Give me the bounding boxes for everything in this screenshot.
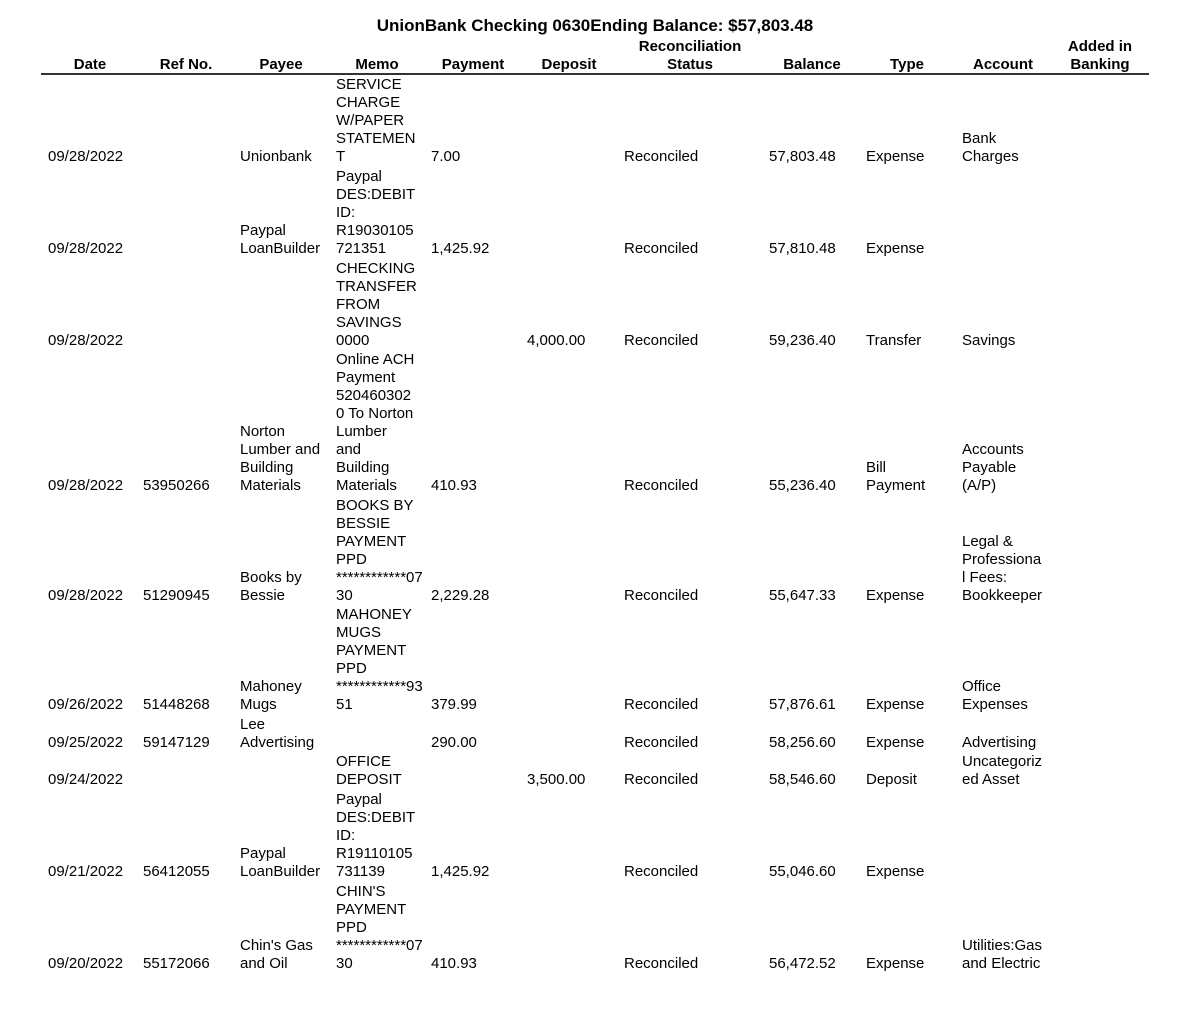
ref-no-cell: 59147129 [143, 734, 210, 751]
date-cell: 09/25/2022 [48, 734, 124, 751]
memo-cell-line: 51 [336, 696, 353, 713]
account-cell-line: Accounts [962, 441, 1024, 458]
column-header-type: Type [890, 56, 924, 73]
memo-cell-line: BESSIE [336, 515, 391, 532]
type-cell-line: Bill [866, 459, 887, 476]
type-cell-line: Payment [866, 477, 926, 494]
memo-cell-line: 731139 [336, 863, 385, 880]
balance-cell: 58,546.60 [769, 771, 836, 788]
payee-cell-line: LoanBuilder [240, 240, 321, 257]
account-cell-line: Advertising [962, 734, 1037, 751]
memo-cell-line: TRANSFER [336, 278, 417, 295]
memo-cell-line: PAYMENT [336, 533, 407, 550]
memo-cell-line: SAVINGS [336, 314, 402, 331]
column-header-reconciliation-line2: Status [667, 56, 713, 73]
payee-cell-line: Materials [240, 477, 301, 494]
account-cell-line: Savings [962, 332, 1016, 349]
account-cell-line: Charges [962, 148, 1019, 165]
balance-cell: 55,236.40 [769, 477, 836, 494]
report-title: UnionBank Checking 0630Ending Balance: $57,803.48 [376, 16, 814, 35]
memo-cell-line: 721351 [336, 240, 387, 257]
memo-cell-line: PPD [336, 660, 367, 677]
memo-cell-line: ID: [336, 827, 356, 844]
balance-cell: 59,236.40 [769, 332, 836, 349]
ref-no-cell: 55172066 [143, 955, 210, 972]
memo-cell-line: ************07 [336, 937, 423, 954]
status-cell: Reconciled [624, 771, 699, 788]
account-cell-line: ed Asset [962, 771, 1020, 788]
memo-cell-line: Paypal [336, 791, 382, 808]
date-cell: 09/28/2022 [48, 587, 124, 604]
status-cell: Reconciled [624, 477, 699, 494]
balance-cell: 57,876.61 [769, 696, 836, 713]
payment-cell: 7.00 [431, 148, 461, 165]
status-cell: Reconciled [624, 240, 699, 257]
memo-cell-line: ID: [336, 204, 356, 221]
balance-cell: 55,647.33 [769, 587, 836, 604]
date-cell: 09/24/2022 [48, 771, 124, 788]
payee-cell-line: Building [240, 459, 294, 476]
memo-cell-line: 30 [336, 587, 353, 604]
payment-cell: 410.93 [431, 477, 477, 494]
payment-cell: 1,425.92 [431, 863, 490, 880]
memo-cell-line: DES:DEBIT [336, 809, 416, 826]
memo-cell-line: Lumber [336, 423, 387, 440]
date-cell: 09/28/2022 [48, 477, 124, 494]
type-cell-line: Deposit [866, 771, 917, 788]
column-header-payee: Payee [259, 56, 303, 73]
memo-cell-line: ************93 [336, 678, 423, 695]
type-cell-line: Transfer [866, 332, 922, 349]
memo-cell [336, 883, 423, 973]
account-cell-line: Expenses [962, 696, 1028, 713]
memo-cell-line: STATEMEN [336, 130, 416, 147]
memo-cell-line: FROM [336, 296, 381, 313]
payee-cell-line: Chin's Gas [240, 937, 313, 954]
account-cell-line: Uncategoriz [962, 753, 1043, 770]
payee-cell-line: Books by [240, 569, 302, 586]
memo-cell-line: CHIN'S [336, 883, 386, 900]
type-cell-line: Expense [866, 148, 925, 165]
payee-cell-line: LoanBuilder [240, 863, 321, 880]
memo-cell-line: T [336, 148, 346, 165]
payee-cell-line: Lee [240, 716, 266, 733]
type-cell-line: Expense [866, 696, 925, 713]
account-cell-line: (A/P) [962, 477, 997, 494]
memo-cell-line: DEPOSIT [336, 771, 402, 788]
payment-cell: 379.99 [431, 696, 477, 713]
memo-cell-line: MAHONEY [336, 606, 412, 623]
memo-cell-line: Online ACH [336, 351, 415, 368]
memo-cell-line: R19110105 [336, 845, 413, 862]
ref-no-cell: 53950266 [143, 477, 210, 494]
status-cell: Reconciled [624, 332, 699, 349]
balance-cell: 57,810.48 [769, 240, 836, 257]
account-cell-line: Legal & [962, 533, 1013, 550]
payee-cell-line: Mugs [240, 696, 277, 713]
status-cell: Reconciled [624, 148, 699, 165]
balance-cell: 56,472.52 [769, 955, 836, 972]
column-header-balance: Balance [783, 56, 841, 73]
payment-cell: 1,425.92 [431, 240, 490, 257]
ref-no-cell: 56412055 [143, 863, 210, 880]
status-cell: Reconciled [624, 587, 699, 604]
account-cell-line: Utilities:Gas [962, 937, 1043, 954]
memo-cell-line: R19030105 [336, 222, 414, 239]
type-cell-line: Expense [866, 734, 925, 751]
date-cell: 09/28/2022 [48, 148, 124, 165]
account-cell-line: Professiona [962, 551, 1042, 568]
memo-cell-line: ************07 [336, 569, 423, 586]
account-cell-line: Office [962, 678, 1001, 695]
payee-cell [240, 937, 313, 973]
status-cell: Reconciled [624, 734, 699, 751]
payee-cell-line: Paypal [240, 845, 286, 862]
payee-cell-line: Advertising [240, 734, 315, 751]
ref-no-cell: 51448268 [143, 696, 210, 713]
memo-cell-line: SERVICE [336, 76, 402, 93]
deposit-cell: 4,000.00 [527, 332, 586, 349]
type-cell-line: Expense [866, 863, 925, 880]
payment-cell: 410.93 [431, 955, 477, 972]
memo-cell-line: DES:DEBIT [336, 186, 416, 203]
date-cell: 09/21/2022 [48, 863, 124, 880]
memo-cell-line: 0 To Norton [336, 405, 414, 422]
type-cell-line: Expense [866, 587, 925, 604]
status-cell: Reconciled [624, 955, 699, 972]
payee-cell-line: Paypal [240, 222, 286, 239]
column-header-added-line2: Banking [1070, 56, 1130, 73]
memo-cell-line: Building [336, 459, 390, 476]
payee-cell-line: Mahoney [240, 678, 302, 695]
column-header-reconciliation-line1: Reconciliation [638, 38, 742, 55]
memo-cell-line: Payment [336, 369, 396, 386]
type-cell-line: Expense [866, 240, 925, 257]
balance-cell: 55,046.60 [769, 863, 836, 880]
memo-cell-line: MUGS [336, 624, 381, 641]
memo-cell-line: 30 [336, 955, 353, 972]
memo-cell-line: 0000 [336, 332, 370, 349]
memo-cell-line: CHECKING [336, 260, 416, 277]
memo-cell-line: CHARGE [336, 94, 401, 111]
memo-cell-line: OFFICE [336, 753, 391, 770]
balance-cell: 58,256.60 [769, 734, 836, 751]
memo-cell-line: PAYMENT [336, 901, 407, 918]
account-cell-line: Bank [962, 130, 997, 147]
account-cell [962, 937, 1042, 973]
payee-cell-line: Unionbank [240, 148, 312, 165]
memo-cell-line: PAYMENT [336, 642, 407, 659]
memo-cell-line: PPD [336, 551, 367, 568]
memo-cell-line: Paypal [336, 168, 382, 185]
memo-cell-line: and [336, 441, 362, 458]
deposit-cell: 3,500.00 [527, 771, 586, 788]
memo-cell-line: W/PAPER [336, 112, 405, 129]
status-cell: Reconciled [624, 863, 699, 880]
column-header-date: Date [73, 56, 107, 73]
column-header-deposit: Deposit [541, 56, 597, 73]
ref-no-cell: 51290945 [143, 587, 210, 604]
account-cell-line: Bookkeeper [962, 587, 1043, 604]
payment-cell: 290.00 [431, 734, 477, 751]
date-cell: 09/20/2022 [48, 955, 124, 972]
payee-cell-line: Bessie [240, 587, 286, 604]
payee-cell-line: Norton [240, 423, 286, 440]
memo-cell-line: BOOKS BY [336, 497, 414, 514]
payee-cell-line: and Oil [240, 955, 288, 972]
payment-cell: 2,229.28 [431, 587, 490, 604]
date-cell: 09/28/2022 [48, 332, 124, 349]
account-cell-line: l Fees: [962, 569, 1008, 586]
balance-cell: 57,803.48 [769, 148, 836, 165]
payee-cell-line: Lumber and [240, 441, 321, 458]
date-cell: 09/28/2022 [48, 240, 124, 257]
memo-cell-line: 520460302 [336, 387, 412, 404]
column-header-payment: Payment [441, 56, 505, 73]
memo-cell-line: PPD [336, 919, 367, 936]
column-header-memo: Memo [355, 56, 399, 73]
column-header-ref-no: Ref No. [159, 56, 213, 73]
account-cell-line: Payable [962, 459, 1017, 476]
type-cell-line: Expense [866, 955, 925, 972]
date-cell: 09/26/2022 [48, 696, 124, 713]
memo-cell-line: Materials [336, 477, 397, 494]
column-header-account: Account [973, 56, 1033, 73]
account-cell-line: and Electric [962, 955, 1041, 972]
column-header-added-line1: Added in [1067, 38, 1133, 55]
type-cell [866, 955, 924, 973]
status-cell: Reconciled [624, 696, 699, 713]
